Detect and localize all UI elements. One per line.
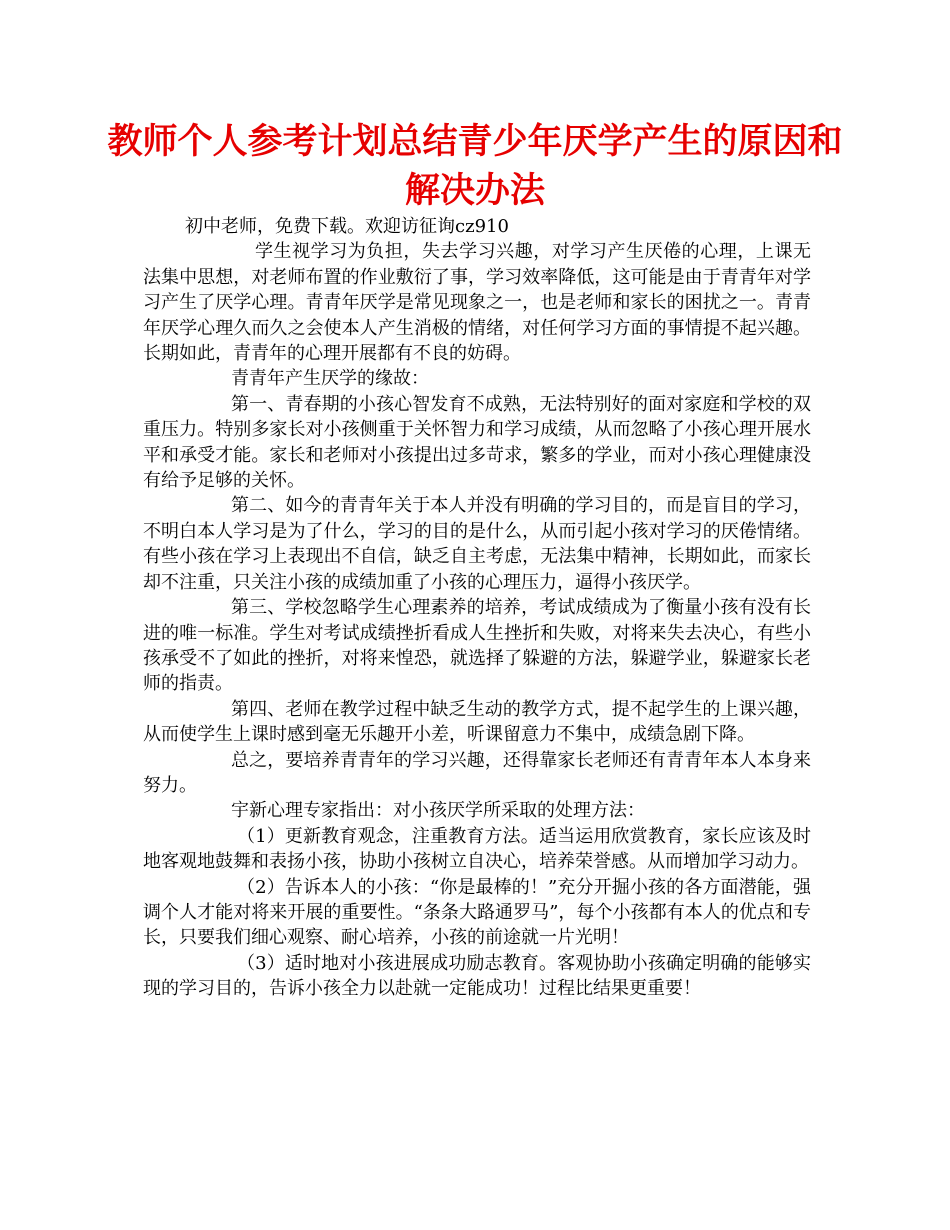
document-body xyxy=(143,214,811,1002)
paragraph: 第四、老师在教学过程中缺乏生动的教学方式，提不起学生的上课兴趣，从而使学生上课时感到毫无乐趣开小差，听课留意力不集中，成绩急剧下降。 xyxy=(143,698,811,746)
paragraph: 第二、如今的青青年关于本人并没有明确的学习目的，而是盲目的学习，不明白本人学习是为了什么，学习的目的是什么，从而引起小孩对学习的厌倦情绪。有些小孩在学习上表现出不自信，缺乏自主考虑，无法集中精神，长期如此，而家长却不注重，只关注小孩的成绩加重了小孩的心理压力，逼得小孩厌学。 xyxy=(143,495,811,593)
document-title: 教师个人参考计划总结青少年厌学产生的原因和解决办法 xyxy=(107,122,843,211)
intro-line: 初中老师，免费下载。欢迎访征询cz910 xyxy=(185,216,509,237)
paragraph: 总之，要培养青青年的学习兴趣，还得靠家长老师还有青青年本人本身来努力。 xyxy=(143,749,811,796)
paragraph: 宇新心理专家指出：对小孩厌学所采取的处理方法： xyxy=(231,800,645,822)
paragraph: 青青年产生厌学的缘故： xyxy=(231,368,429,390)
paragraph: 第一、青春期的小孩心智发育不成熟，无法特别好的面对家庭和学校的双重压力。特别多家长对小孩侧重于关怀智力和学习成绩，从而忽略了小孩心理开展水平和承受才能。家长和老师对小孩提出过多苛求，繁多的学业，而对小孩心理健康没有给予足够的关怀。 xyxy=(143,393,811,492)
paragraph: 第三、学校忽略学生心理素养的培养，考试成绩成为了衡量小孩有没有长进的唯一标准。学生对考试成绩挫折看成人生挫折和失败，对将来失去决心，有些小孩承受不了如此的挫折，对将来惶恐，就选择了躲避的方法，躲避学业，躲避家长老师的指责。 xyxy=(143,597,811,695)
paragraph: （1）更新教育观念，注重教育方法。适当运用欣赏教育，家长应该及时地客观地鼓舞和表扬小孩，协助小孩树立自决心，培养荣誉感。从而增加学习动力。 xyxy=(143,825,811,873)
paragraph: （2）告诉本人的小孩：“你是最棒的！”充分开掘小孩的各方面潜能，强调个人才能对将来开展的重要性。“条条大路通罗马”，每个小孩都有本人的优点和专长，只要我们细心观察、耐心培养，小孩的前途就一片光明！ xyxy=(143,876,811,949)
paragraph: （3）适时地对小孩进展成功励志教育。客观协助小孩确定明确的能够实现的学习目的，告诉小孩全力以赴就一定能成功！过程比结果更重要！ xyxy=(143,952,811,1000)
paragraph: 学生视学习为负担，失去学习兴趣，对学习产生厌倦的心理，上课无法集中思想，对老师布置的作业敷衍了事，学习效率降低，这可能是由于青青年对学习产生了厌学心理。青青年厌学是常见现象之一，也是老师和家长的困扰之一。青青年厌学心理久而久之会使本人产生消极的情绪，对任何学习方面的事情提不起兴趣。长期如此，青青年的心理开展都有不良的妨碍。 xyxy=(143,241,811,365)
